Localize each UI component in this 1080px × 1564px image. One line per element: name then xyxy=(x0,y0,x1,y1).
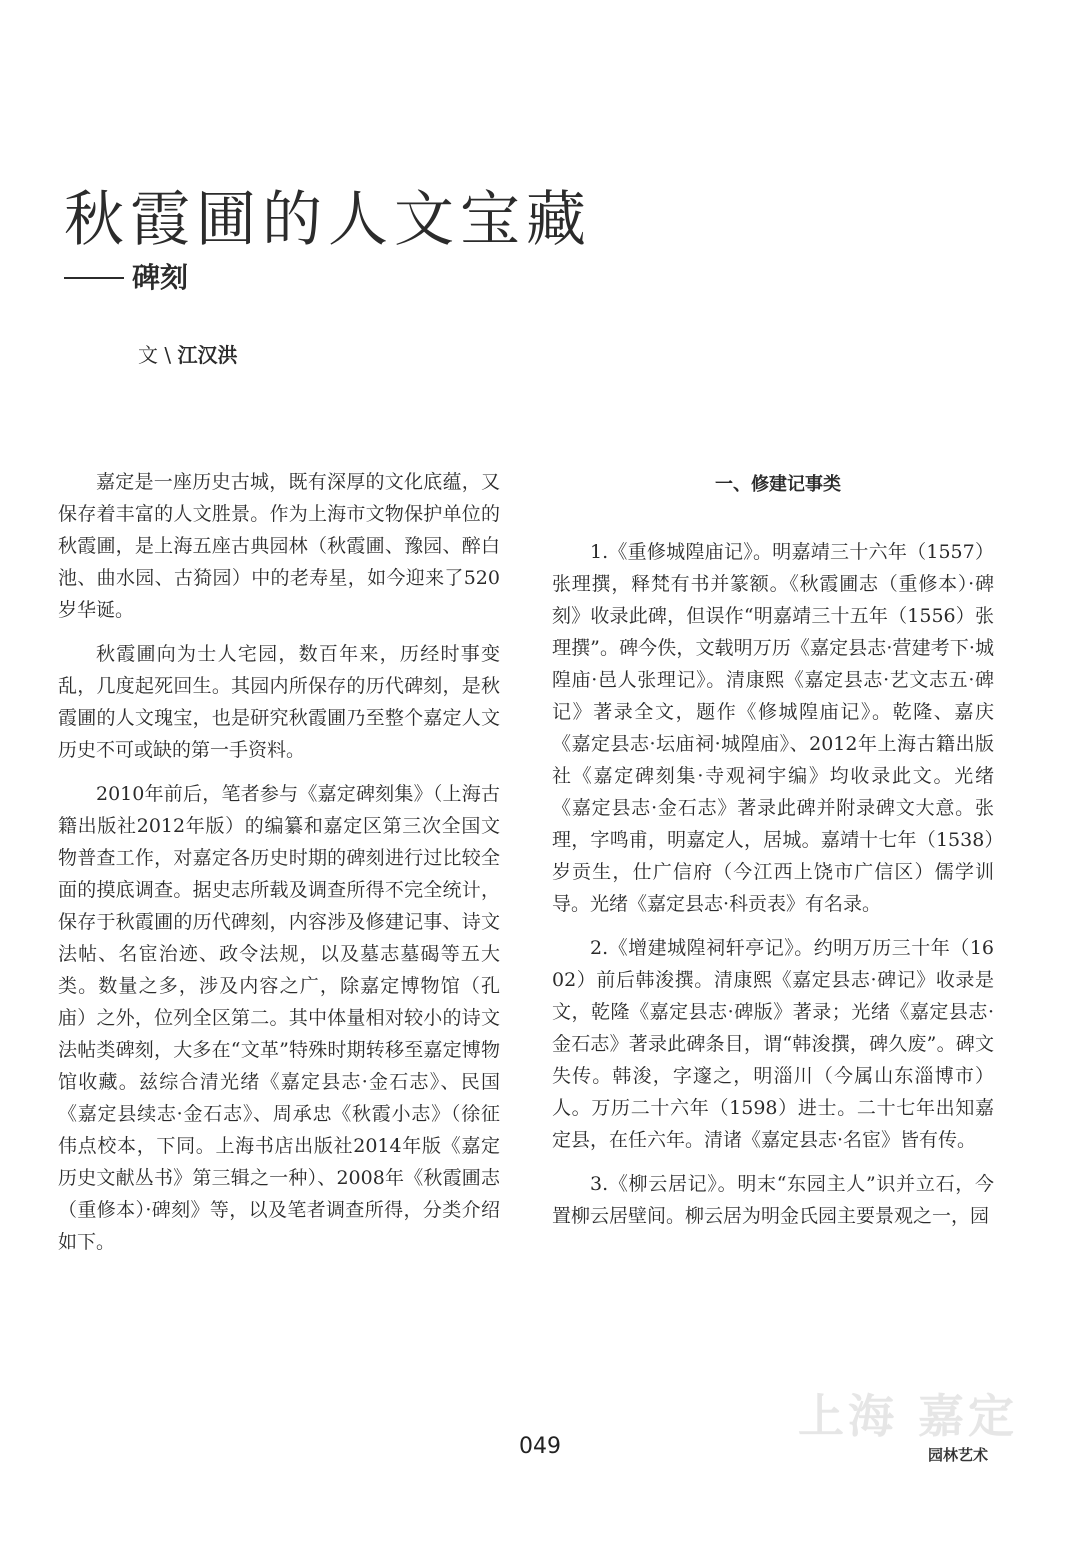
subtitle-text: 碑刻 xyxy=(132,261,189,294)
byline-prefix: 文 \ xyxy=(138,343,178,367)
article-subtitle xyxy=(64,258,188,298)
body-paragraph: 3.《柳云居记》。明末“东园主人”识并立石，今置柳云居壁间。柳云居为明金氏园主要景观之一，园 xyxy=(552,1173,994,1227)
byline xyxy=(138,340,237,370)
body-paragraph: 1.《重修城隍庙记》。明嘉靖三十六年（1557）张理撰，释梵有书并篆额。《秋霞圃志（重修本）·碑刻》收录此碑，但误作“明嘉靖三十五年（1556）张理撰”。碑今佚，文载明万历《嘉定县志·营建考下·城隍庙·邑人张理记》。清康熙《嘉定县志·艺文志五·碑记》著录全文，题作《修城隍庙记》。乾隆、嘉庆《嘉定县志·坛庙祠·城隍庙》、2012年上海古籍出版社《嘉定碑刻集·寺观祠宇编》均收录此文。光绪《嘉定县志·金石志》著录此碑并附录碑文大意。张理，字鸣甫，明嘉定人，居城。嘉靖十七年（1538）岁贡生，仕广信府（今江西上饶市广信区）儒学训导。光绪《嘉定县志·科贡表》有名录。 xyxy=(552,541,994,915)
body-paragraph: 秋霞圃向为士人宅园，数百年来，历经时事变乱，几度起死回生。其园内所保存的历代碑刻，是秋霞圃的人文瑰宝，也是研究秋霞圃乃至整个嘉定人文历史不可或缺的第一手资料。 xyxy=(58,643,500,761)
magazine-brand: 园林艺术 xyxy=(928,1446,989,1464)
body-paragraph: 2010年前后，笔者参与《嘉定碑刻集》（上海古籍出版社2012年版）的编纂和嘉定区第三次全国文物普查工作，对嘉定各历史时期的碑刻进行过比较全面的摸底调查。据史志所载及调查所得不完全统计，保存于秋霞圃的历代碑刻，内容涉及修建记事、诗文法帖、名宦治迹、政令法规，以及墓志墓碣等五大类。数量之多，涉及内容之广，除嘉定博物馆（孔庙）之外，位列全区第二。其中体量相对较小的诗文法帖类碑刻，大多在“文革”特殊时期转移至嘉定博物馆收藏。兹综合清光绪《嘉定县志·金石志》、民国《嘉定县续志·金石志》、周承忠《秋霞小志》（徐征伟点校本，下同。上海书店出版社2014年版《嘉定历史文献丛书》第三辑之一种）、2008年《秋霞圃志（重修本）·碑刻》等，以及笔者调查所得，分类介绍如下。 xyxy=(58,783,500,1253)
body-paragraph: 嘉定是一座历史古城，既有深厚的文化底蕴，又保存着丰富的人文胜景。作为上海市文物保护单位的秋霞圃，是上海五座古典园林（秋霞圃、豫园、醉白池、曲水园、古猗园）中的老寿星，如今迎来了520岁华诞。 xyxy=(58,471,500,621)
body-paragraph: 2.《增建城隍祠轩亭记》。约明万历三十年（1602）前后韩浚撰。清康熙《嘉定县志·碑记》收录是文，乾隆《嘉定县志·碑版》著录；光绪《嘉定县志·金石志》著录此碑条目，谓“韩浚撰，碑久废”。碑文失传。韩浚，字邃之，明淄川（今属山东淄博市）人。万历二十六年（1598）进士。二十七年出知嘉定县，在任六年。清诸《嘉定县志·名宦》皆有传。 xyxy=(552,937,994,1151)
article-title: 秋霞圃的人文宝藏 xyxy=(64,185,592,255)
page-number: 049 xyxy=(519,1434,561,1459)
author-name: 江汉洪 xyxy=(177,343,238,367)
subtitle-dash xyxy=(64,277,124,279)
right-column xyxy=(552,466,994,1244)
section-heading: 一、修建记事类 xyxy=(715,474,841,495)
left-column xyxy=(58,466,500,1270)
magazine-watermark: 上海 嘉定 xyxy=(798,1389,1019,1443)
